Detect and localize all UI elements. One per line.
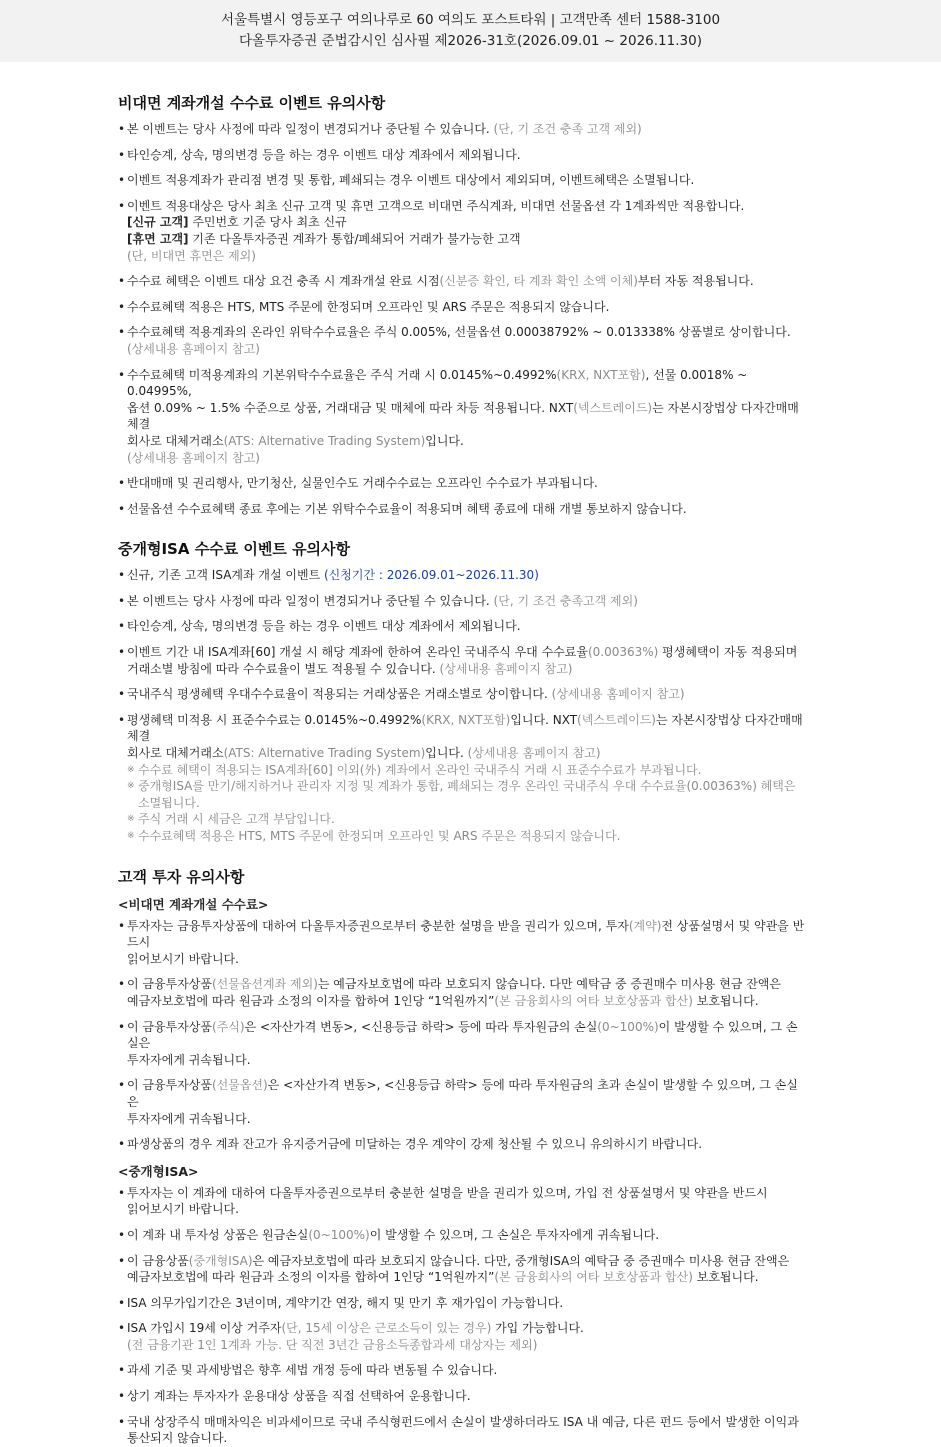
list-item: • 상기 계좌는 투자자가 운용대상 상품을 직접 선택하여 운용합니다. [118, 1388, 808, 1405]
list-item: • 이 금융투자상품(선물옵션)은 <자산가격 변동>, <신용등급 하락> 등에 따라 투자원금의 초과 손실이 발생할 수 있으며, 그 손실은 투자자에게 귀속됩니다. [118, 1077, 808, 1127]
list-item: • 수수료혜택 적용은 HTS, MTS 주문에 한정되며 오프라인 및 ARS 주문은 적용되지 않습니다. [118, 299, 808, 316]
list-item: • ISA 가입시 19세 이상 거주자(단, 15세 이상은 근로소득이 있는 경우) 가입 가능합니다. (전 금융기관 1인 1계좌 가능. 단 직전 3년간 금융소득종합과세 대상자는 제외) [118, 1320, 808, 1353]
list-item: • 선물옵션 수수료혜택 종료 후에는 기본 위탁수수료율이 적용되며 혜택 종료에 대해 개별 통보하지 않습니다. [118, 501, 808, 518]
list-item: • 수수료혜택 미적용계좌의 기본위탁수수료율은 주식 거래 시 0.0145%~0.4992%(KRX, NXT포함), 선물 0.0018% ~ 0.04995%, 옵션 0.09% ~ 1.5% 수준으로 상품, 거래대금 및 매체에 따라 차등 적용됩니다. NXT(넥스트레이드)는 자본시장법상 다자간매매체결 회사로 대체거래소(ATS: Alternative Trading System)입니다. (상세내용 홈페이지 참고) [118, 367, 808, 467]
application-period: (신청기간 : 2026.09.01~2026.11.30) [324, 568, 539, 583]
list-item: • 이 금융투자상품(주식)은 <자산가격 변동>, <신용등급 하락> 등에 따라 투자원금의 손실(0~100%)이 발생할 수 있으며, 그 손실은 투자자에게 귀속됩니다. [118, 1019, 808, 1069]
list-item: • 본 이벤트는 당사 사정에 따라 일정이 변경되거나 중단될 수 있습니다. (단, 기 조건 충족 고객 제외) [118, 121, 808, 138]
list-item: • 투자자는 금융투자상품에 대하여 다올투자증권으로부터 충분한 설명을 받을 권리가 있으며, 투자(계약)전 상품설명서 및 약관을 반드시 읽어보시기 바랍니다. [118, 918, 808, 968]
list-item: • 이벤트 적용계좌가 관리점 변경 및 통합, 폐쇄되는 경우 이벤트 대상에서 제외되며, 이벤트혜택은 소멸됩니다. [118, 172, 808, 189]
list-item: • 본 이벤트는 당사 사정에 따라 일정이 변경되거나 중단될 수 있습니다. (단, 기 조건 충족고객 제외) [118, 593, 808, 610]
compliance-approval: 다올투자증권 준법감시인 심사필 제2026-31호(2026.09.01 ~ 2026.11.30) [239, 33, 702, 49]
top-banner [0, 0, 941, 62]
list-item: • 수수료 혜택은 이벤트 대상 요건 충족 시 계좌개설 완료 시점(신분증 확인, 타 계좌 확인 소액 이체)부터 자동 적용됩니다. [118, 273, 808, 290]
list-item: • ISA 의무가입기간은 3년이며, 계약기간 연장, 해지 및 만기 후 재가입이 가능합니다. [118, 1295, 808, 1312]
footnote: ※ 주식 거래 시 세금은 고객 부담입니다. [127, 811, 808, 828]
list-item: • 투자자는 이 계좌에 대하여 다올투자증권으로부터 충분한 설명을 받을 권리가 있으며, 가입 전 상품설명서 및 약관을 반드시 읽어보시기 바랍니다. [118, 1185, 808, 1218]
list-item: • 평생혜택 미적용 시 표준수수료는 0.0145%~0.4992%(KRX, NXT포함)입니다. NXT(넥스트레이드)는 자본시장법상 다자간매매체결 회사로 대체거래소(ATS: Alternative Trading System)입니다. (상세내용 홈페이지 참고) ※ 수수료 혜택이 적용되는 ISA계좌[60] 이외(外) 계좌에서 온라인 국내주식 거래 시 표준수수료가 부과됩니다. ※ 중개형ISA를 만기/해지하거나 관리자 지정 및 계좌가 통합, 폐쇄되는 경우 온라인 국내주식 우대 수수료율(0.00363%) 혜택은 소멸됩니다. ※ 주식 거래 시 세금은 고객 부담입니다. ※ 수수료혜택 적용은 HTS, MTS 주문에 한정되며 오프라인 및 ARS 주문은 적용되지 않습니다. [118, 712, 808, 845]
footnote: ※ 수수료 혜택이 적용되는 ISA계좌[60] 이외(外) 계좌에서 온라인 국내주식 거래 시 표준수수료가 부과됩니다. [127, 762, 808, 779]
list-item: • 국내주식 평생혜택 우대수수료율이 적용되는 거래상품은 거래소별로 상이합니다. (상세내용 홈페이지 참고) [118, 686, 808, 703]
footnote: ※ 수수료혜택 적용은 HTS, MTS 주문에 한정되며 오프라인 및 ARS 주문은 적용되지 않습니다. [127, 828, 808, 845]
section-title: 고객 투자 유의사항 [118, 867, 245, 886]
list-item: • 과세 기준 및 과세방법은 향후 세법 개정 등에 따라 변동될 수 있습니다. [118, 1362, 808, 1379]
notice-list [118, 1185, 808, 1447]
list-item: • 수수료혜택 적용계좌의 온라인 위탁수수료율은 주식 0.005%, 선물옵션 0.00038792% ~ 0.013338% 상품별로 상이합니다. (상세내용 홈페이지 참고) [118, 324, 808, 357]
list-item: • 반대매매 및 권리행사, 만기청산, 실물인수도 거래수수료는 오프라인 수수료가 부과됩니다. [118, 475, 808, 492]
list-item: • 이벤트 기간 내 ISA계좌[60] 개설 시 해당 계좌에 한하여 온라인 국내주식 우대 수수료율(0.00363%) 평생혜택이 자동 적용되며 거래소별 방침에 따라 수수료율이 별도 적용될 수 있습니다. (상세내용 홈페이지 참고) [118, 644, 808, 677]
list-item: • 이 금융상품(중개형ISA)은 예금자보호법에 따라 보호되지 않습니다. 다만, 중개형ISA의 예탁금 중 증권매수 미사용 현금 잔액은 예금자보호법에 따라 원금과 소정의 이자를 합하여 1인당 “1억원까지”(본 금융회사의 여타 보호상품과 합산) 보호됩니다. [118, 1253, 808, 1286]
list-item: • 이 계좌 내 투자성 상품은 원금손실(0~100%)이 발생할 수 있으며, 그 손실은 투자자에게 귀속됩니다. [118, 1227, 808, 1244]
subsection-title: <중개형ISA> [118, 1163, 199, 1179]
notice-list [118, 567, 808, 844]
section-title: 중개형ISA 수수료 이벤트 유의사항 [118, 540, 351, 559]
list-item: • 신규, 기존 고객 ISA계좌 개설 이벤트 (신청기간 : 2026.09.01~2026.11.30) [118, 567, 808, 584]
footnote: ※ 중개형ISA를 만기/해지하거나 관리자 지정 및 계좌가 통합, 폐쇄되는 경우 온라인 국내주식 우대 수수료율(0.00363%) 혜택은 소멸됩니다. [127, 778, 808, 811]
notice-list [118, 121, 808, 517]
subsection-title: <비대면 계좌개설 수수료> [118, 896, 269, 912]
list-item: • 타인승계, 상속, 명의변경 등을 하는 경우 이벤트 대상 계좌에서 제외됩니다. [118, 618, 808, 635]
section-title: 비대면 계좌개설 수수료 이벤트 유의사항 [118, 94, 386, 112]
list-item: • 국내 상장주식 매매차익은 비과세이므로 국내 주식형펀드에서 손실이 발생하더라도 ISA 내 예금, 다른 펀드 등에서 발생한 이익과 통산되지 않습니다. [118, 1414, 808, 1447]
list-item: • 타인승계, 상속, 명의변경 등을 하는 경우 이벤트 대상 계좌에서 제외됩니다. [118, 147, 808, 164]
list-item: • 이 금융투자상품(선물옵션계좌 제외)는 예금자보호법에 따라 보호되지 않습니다. 다만 예탁금 중 증권매수 미사용 현금 잔액은 예금자보호법에 따라 원금과 소정의 이자를 합하여 1인당 “1억원까지”(본 금융회사의 여타 보호상품과 합산) 보호됩니다. [118, 976, 808, 1009]
list-item: • 이벤트 적용대상은 당사 최초 신규 고객 및 휴면 고객으로 비대면 주식계좌, 비대면 선물옵션 각 1계좌씩만 적용합니다. [신규 고객] 주민번호 기준 당사 최초 신규 [휴면 고객] 기존 다올투자증권 계좌가 통합/폐쇄되어 거래가 불가능한 고객 (단, 비대면 휴면은 제외) [118, 198, 808, 264]
section-isa-fee-event [118, 538, 808, 844]
notice-content [0, 62, 808, 1447]
section-investor-notice [118, 866, 808, 1447]
company-address: 서울특별시 영등포구 여의나루로 60 여의도 포스트타워 | 고객만족 센터 1588-3100 [220, 12, 721, 28]
section-nonface-fee-event [118, 92, 808, 517]
notice-list [118, 918, 808, 1153]
list-item: • 파생상품의 경우 계좌 잔고가 유지증거금에 미달하는 경우 계약이 강제 청산될 수 있으니 유의하시기 바랍니다. [118, 1136, 808, 1153]
